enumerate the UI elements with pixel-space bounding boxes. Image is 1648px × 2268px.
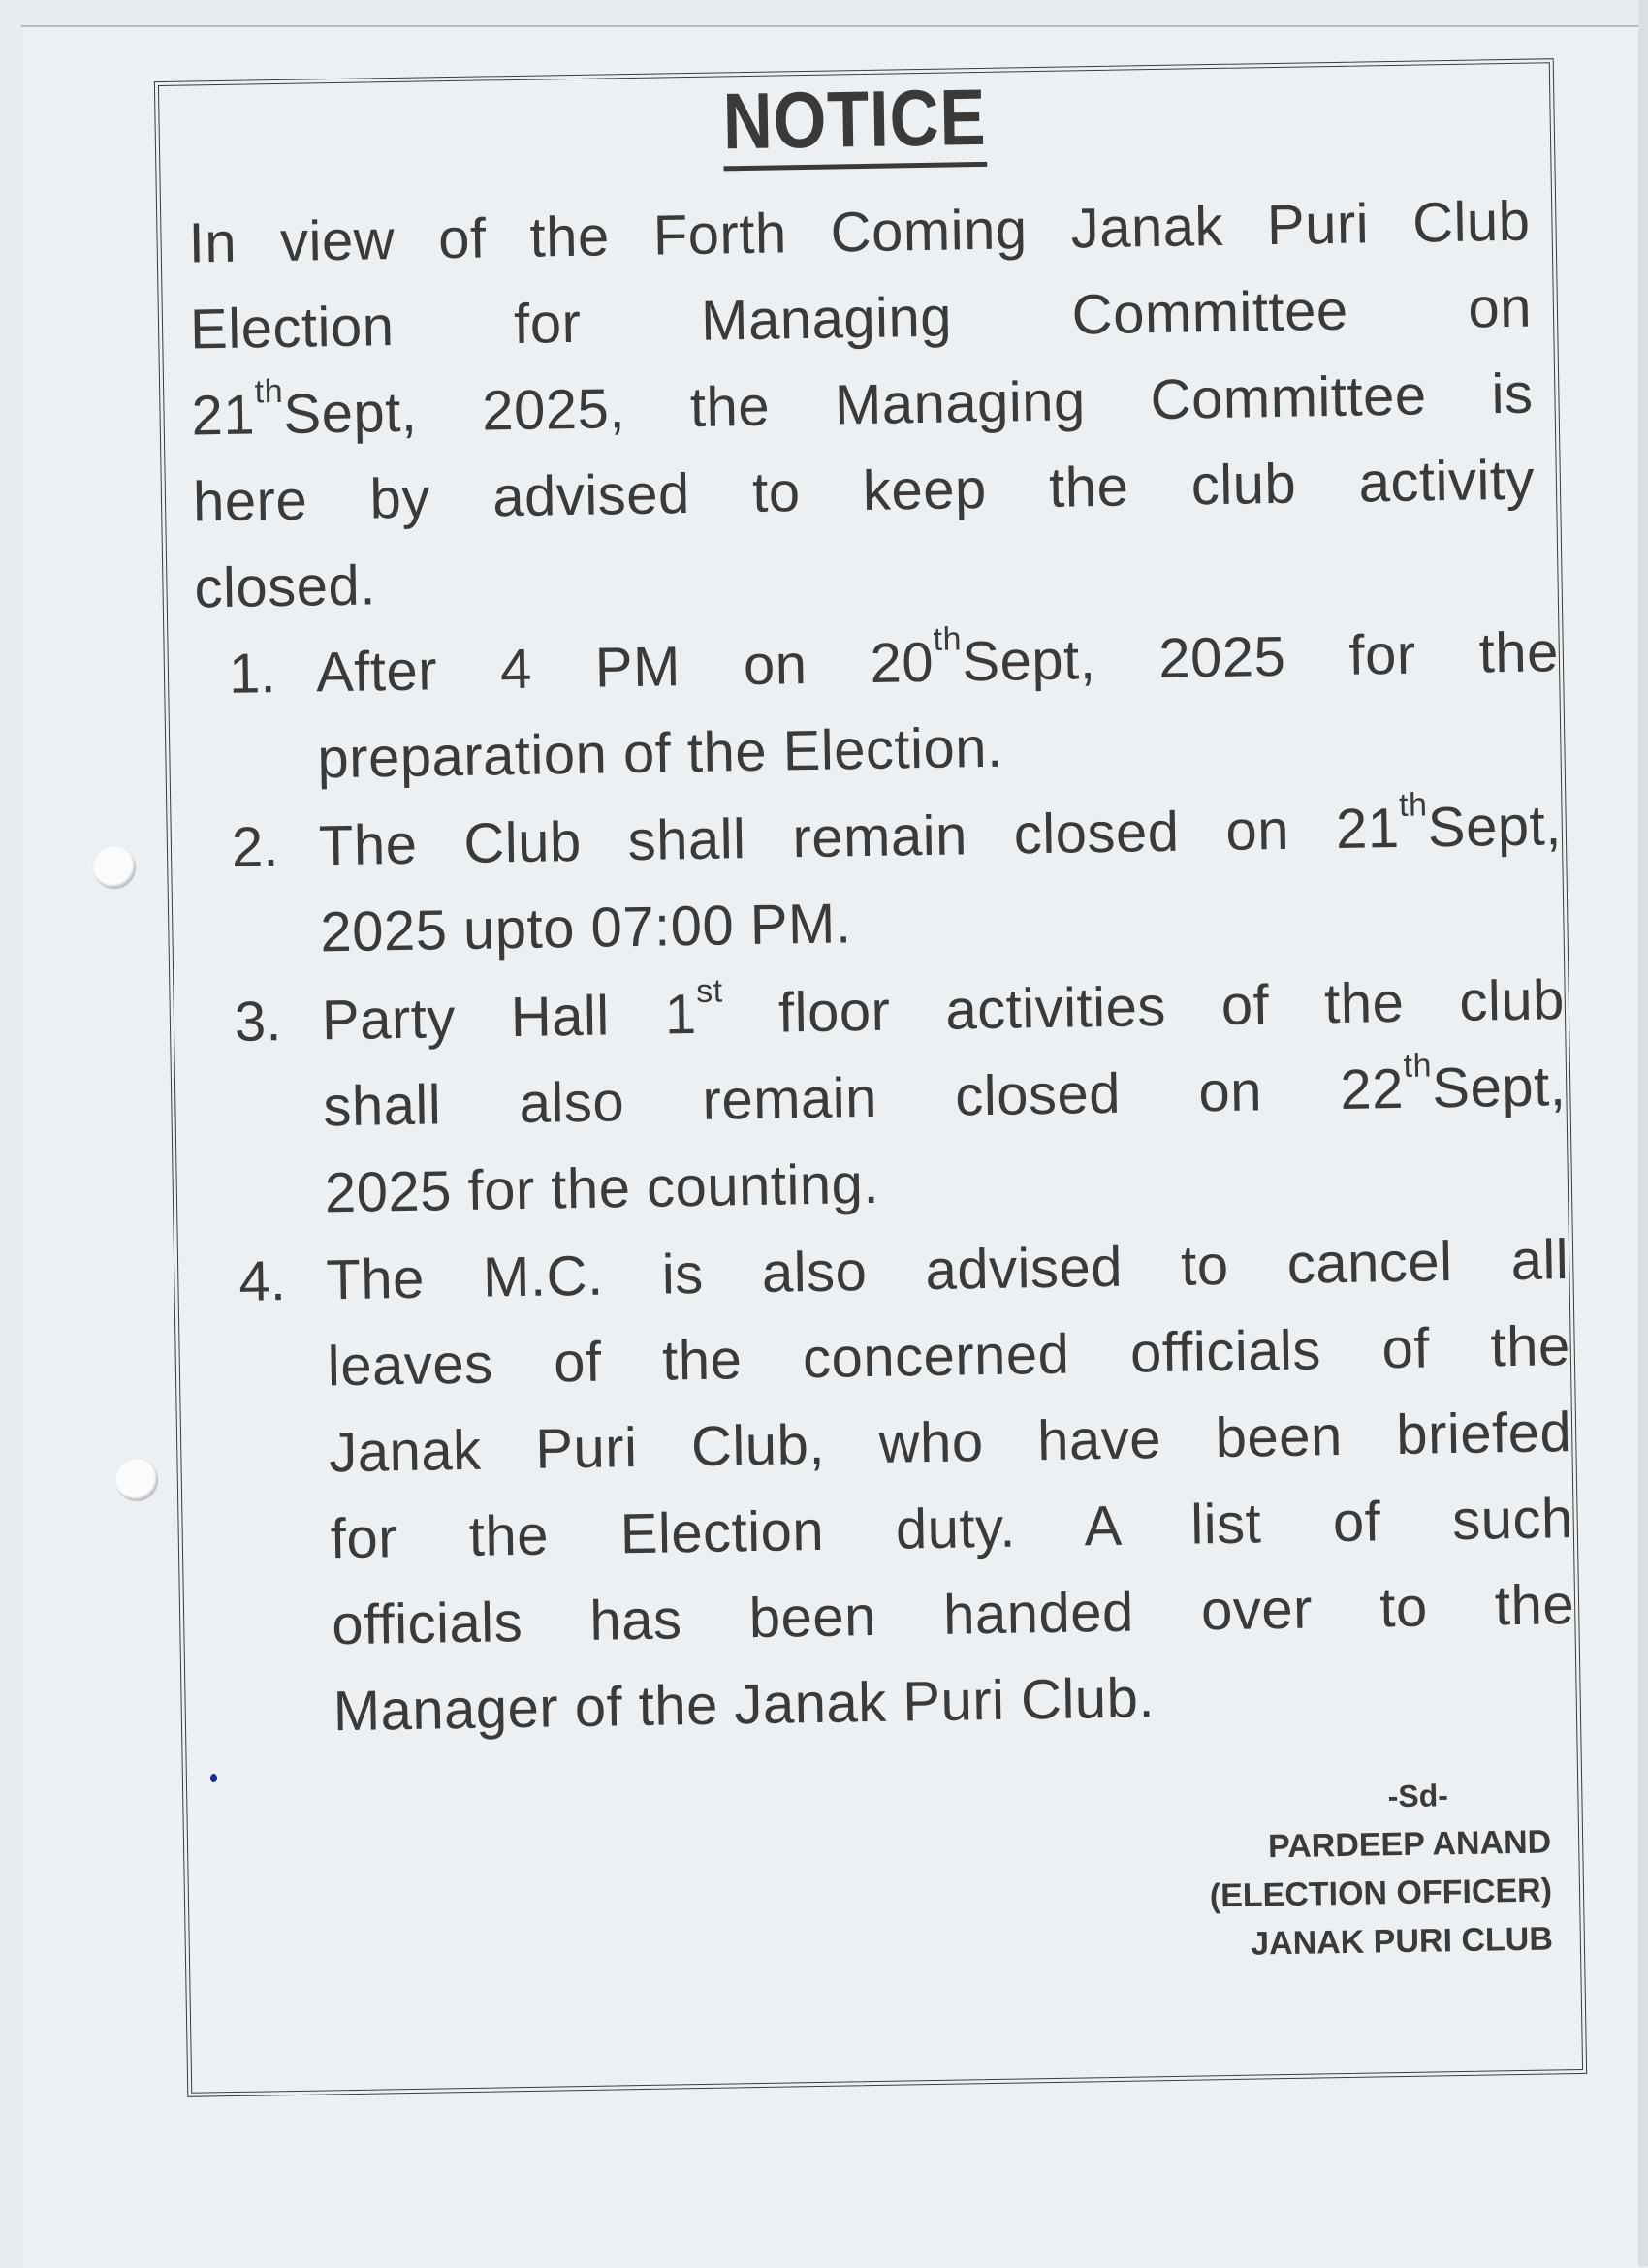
text-segment: Party Hall 1: [321, 982, 698, 1053]
ordinal-suffix: th: [254, 372, 284, 411]
signatory-name: PARDEEP ANAND: [1267, 1823, 1552, 1866]
list-number: 2.: [231, 815, 279, 879]
ordinal-suffix: th: [933, 620, 963, 658]
text-segment: Sept, 2025 for the: [961, 620, 1560, 694]
list-item-text: [321, 957, 1568, 1236]
intro-line-rest: Sept, 2025, the Managing Committee is: [282, 362, 1534, 446]
list-number: 4.: [238, 1249, 287, 1313]
signature-block: [1208, 1769, 1553, 1969]
date-day: 21: [191, 383, 256, 448]
signed-mark: -Sd-: [1387, 1778, 1449, 1814]
intro-line: closed.: [193, 553, 377, 620]
punch-hole: [93, 846, 136, 889]
text-segment: shall also remain closed on 22: [322, 1056, 1405, 1139]
list-line: for the Election duty. A list of such: [330, 1487, 1574, 1571]
list-item-text: [318, 782, 1564, 975]
intro-line: Election for Managing Committee on: [189, 275, 1533, 362]
ordinal-suffix: th: [1398, 786, 1428, 824]
text-segment: floor activities of the club: [722, 968, 1566, 1046]
ordinal-suffix: th: [1403, 1047, 1433, 1085]
list-line: 2025 for the counting.: [324, 1151, 880, 1225]
intro-line: here by advised to keep the club activity: [192, 448, 1536, 534]
ordinal-suffix: st: [695, 972, 723, 1010]
scan-edge: [1638, 0, 1648, 2266]
list-number: 3.: [234, 990, 282, 1054]
list-number: 1.: [228, 642, 276, 706]
notice-frame: [158, 62, 1583, 2094]
list-line: 2025 upto 07:00 PM.: [319, 892, 852, 964]
list-line: preparation of the Election.: [316, 715, 1004, 791]
list-line: Manager of the Janak Puri Club.: [333, 1666, 1156, 1744]
list-line: officials has been handed over to the: [331, 1573, 1575, 1657]
list-line: The M.C. is also advised to cancel all: [325, 1228, 1569, 1312]
text-segment: Sept,: [1431, 1055, 1567, 1120]
punch-hole: [115, 1459, 158, 1501]
list-item-text: [315, 609, 1561, 802]
list-line: leaves of the concerned officials of the: [327, 1314, 1571, 1399]
intro-paragraph: [188, 178, 1537, 632]
notice-title-text: NOTICE: [722, 79, 987, 171]
list-item-text: [326, 1216, 1577, 1754]
signatory-organization: JANAK PURI CLUB: [1250, 1920, 1554, 1963]
text-segment: Sept,: [1427, 794, 1563, 860]
text-segment: The Club shall remain closed on 21: [318, 796, 1401, 878]
list-line: Janak Puri Club, who have been briefed: [328, 1401, 1572, 1485]
intro-line: In view of the Forth Coming Janak Puri Club: [188, 189, 1531, 275]
signatory-designation: (ELECTION OFFICER): [1209, 1872, 1553, 1915]
text-segment: After 4 PM on 20: [315, 630, 935, 705]
notice-title: [159, 69, 1550, 180]
